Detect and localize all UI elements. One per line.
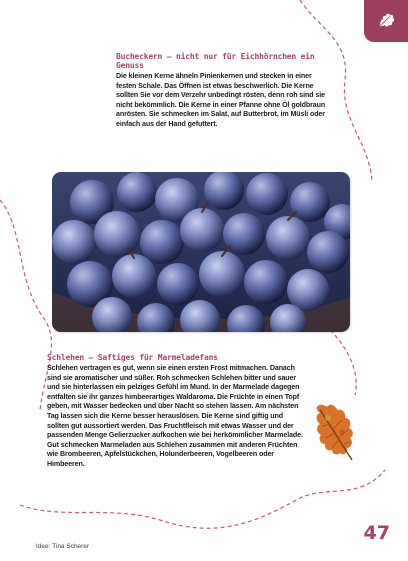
- section-body: Schlehen vertragen es gut, wenn sie einen ersten Frost mitmachen. Danach sind sie aromatischer und süßer. Roh schmecken Schlehen bitter und sauer und sie hinterlassen ein pelziges Gefühl im Mund. In der Marmelade dagegen entfalten sie ihr ganzes himbeerartiges Waldaroma. Die Früchte in einen Topf geben, mit Wasser bedecken und über Nacht so stehen lassen. Am nächsten Tag lassen sich die Kerne besser herauslösen. Die Kerne sind giftig und sollten gut aussortiert werden. Das Fruchtfleisch mit etwas Wasser und der passenden Menge Gelierzucker aufkochen wie bei herkömmlicher Marmelade. Gut schmecken Marmeladen aus Schlehen zusammen mit anderen Früchten wie Brombeeren, Apfelstückchen, Holunderbeeren, Vogelbeeren oder Himbeeren.: [47, 364, 303, 468]
- section-schlehen: [47, 353, 307, 470]
- corner-tab: [364, 0, 408, 42]
- page-number: 47: [363, 522, 390, 544]
- sloe-berries-photo: [52, 172, 350, 332]
- section-heading: Schlehen – Saftiges für Marmeladefans: [47, 353, 218, 362]
- section-heading: Bucheckern – nicht nur für Eichhörnchen ein Genuss: [116, 52, 315, 70]
- autumn-oak-leaf-icon: [310, 398, 362, 466]
- credit-text: Idee: Tina Scherer: [36, 543, 90, 550]
- section-body: Die kleinen Kerne ähneln Pinienkernen und stecken in einer festen Schale. Das Öffnen ist etwas beschwerlich. Die Kerne sollten Sie vor dem Verzehr unbedingt rösten, denn roh sind sie nicht bekömmlich. Die Kerne in einer Pfanne ohne Öl goldbraun anrösten. Sie schmecken im Salat, auf Butterbrot, im Müsli oder einfach aus der Hand gefuttert.: [116, 72, 326, 128]
- oak-leaf-icon: [376, 10, 396, 30]
- section-bucheckern: [116, 52, 327, 130]
